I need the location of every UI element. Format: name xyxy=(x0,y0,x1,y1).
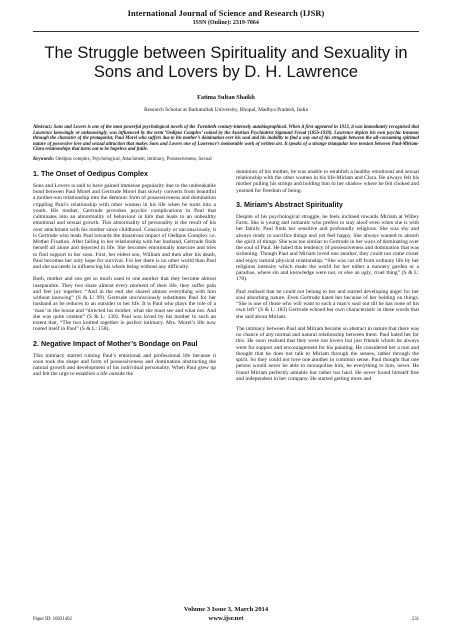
footer-page-number: 231 xyxy=(411,617,419,622)
header-rule xyxy=(33,31,419,32)
page-footer xyxy=(33,606,419,622)
footer-paper-id: Paper ID: 10031402 xyxy=(33,617,72,622)
journal-name: International Journal of Science and Research (IJSR) xyxy=(127,9,325,18)
section-2-continuation: dominion of his mother, he was unable to establish a healthy emotional and sexual relationship with the other women in his life-Miriam and Clara. He always felt his mother pulling his strings and holding him to her shadow where he felt choked and yearned for freedom of being. xyxy=(236,168,419,194)
section-2-heading: 2. Negative Impact of Mother’s Bondage on Paul xyxy=(33,338,198,348)
keywords xyxy=(33,157,419,162)
section-3-paragraph-2: Paul realised that he could not belong to her and started developing anger for her soul absorbing nature. Even Gertrude hated her because of her holding on things. “She is one of those who will want to suck a man’s soul out till he has none of his own left” (S & L: 183) Gertrude echoed her own characteristic in these words that she said about Miriam. xyxy=(236,288,419,320)
keywords-label: Keywords: xyxy=(33,156,55,162)
section-3-heading: 3. Miriam’s Abstract Spirituality xyxy=(236,199,343,209)
right-column xyxy=(236,169,419,387)
journal-header xyxy=(33,0,419,26)
left-column xyxy=(33,169,216,387)
section-1-paragraph-2: Both, mother and son get so much used to one another that they become almost inseparable. They two share almost every moment of their life, they suffer pain and feel joy together. “And in the end she shared almost everything with him without knowing” (S & L: 99). Gertrude unconsciously substitutes Paul for her husband as he reduces to an outsider in her life. It is Paul who plays the role of a ‘man’ in the house and “directed his mother, what she must see and what not. And she was quite content” (S & L: 139). Paul was loved by his mother to such an extent that, “The two knitted together in perfect intimacy. Mrs. Morel’s life now rooted itself in Paul” (S & L: 158). xyxy=(33,276,216,333)
section-3-paragraph-3: The intimacy between Paul and Miriam became so abstract in nature that there was no chance of any normal and natural relationship between them. Paul hated her for this. He soon realised that they were not lovers but just friends whom he always went for support and encouragement for his painting. He considered her a nun and thought that he does not talk to Miriam through the senses, rather through the spirit. So they could not love one another in common sense. Paul thought that one person would never be able to monopolise him, be everything to him, never. He found Miriam perfectly amiable but rather too hard. He never found himself free and independent in her company. He started getting more and xyxy=(236,325,419,382)
body-columns xyxy=(33,169,419,387)
author-affiliation: Research Scholar at Barkatullah University, Bhopal, Madhya Pradesh, India xyxy=(144,107,308,113)
author-name: Fatima Sultan Shaikh xyxy=(197,94,255,101)
abstract xyxy=(33,125,419,153)
section-1-paragraph-1: Sons and Lovers is said to have gained immense popularity due to the unbreakable bond between Paul Morel and Gertrude Morel that slowly converts from beautiful a mother-son relationship into the demonic form of possessiveness and domination crippling Paul’s relationship with other women in his life when he turns into a youth. His mother, Gertrude provokes psychic complications in Paul that culminates into an abnormality of behaviour in him that leads to an unhealthy emotional and sexual growth. This abnormality of personality is the result of his over attachment with his mother since childhood. Consciously or unconsciously, it is Gertrude who leads Paul towards the disastrous impact of Oedipus Complex i.e. Mother Fixation. After failing in her relationship with her husband, Gertrude finds herself all alone and dejected in life. She becomes emotionally insecure and tries to find support in her sons. First, her eldest son, William and then after his death, Paul becomes her only hope for survival. For her there is no other world than Paul and she succeeds in influencing his whole being without any difficulty. xyxy=(33,182,216,271)
abstract-label: Abstract: xyxy=(33,125,53,130)
section-2-paragraph-1: This intimacy started ruining Paul’s emotional and professional life because it soon took the shape and form of possessiveness and domination obstructing the natural growth and development of his individual personality. When Paul grew up and felt the urge to establish a life outside the xyxy=(33,352,216,378)
footer-website-link[interactable]: www.ijsr.net xyxy=(208,615,244,622)
footer-row xyxy=(33,615,419,622)
footer-volume: Volume 3 Issue 3, March 2014 xyxy=(183,606,269,613)
section-3-paragraph-1: Despite of his psychological struggle, he feels inclined towards Miriam at Willey Farm. She is young and romantic who prefers to stay aloof even when she is with her family. Paul finds her sensitive and profoundly religious. She was shy and always ready to sacrifice things and yet feel happy. She always wanted to absorb the spirit of things. She was too similar to Gertrude in her ways of dominating over the soul of Paul. He hated this tendency of possessiveness and domination that was sickening. Though Paul and Miriam loved one another, they could not come closer and enjoy natural physical relationship. “She was cut off from ordinary life by her religious intensity which made the world for her either a nunnery garden or a paradise, where sin and knowledge were not, or else an ugly, cruel thing” (S & L: 170). xyxy=(236,213,419,283)
section-1-heading: 1. The Onset of Oedipus Complex xyxy=(33,168,149,178)
abstract-text: Sons and Lovers is one of the most powerful psychological novels of the Twentieth century-intensely autobiographical. When it first appeared in 1913, it was immediately recognised that Lawrence knowingly or unknowingly, was influenced by the term ‘Oedipus Complex’ coined by the Austrian Psychiatrist Sigmund Freud (1856-1939). Lawrence depicts his own psychic traumas through the character of the protagonist, Paul Morel who suffers due to his mother’s domination over his soul and his inability to find a way out of his struggle between the all-consuming spiritual nature of possessive love and sexual attraction that makes Sons and Lovers one of Lawrence’s memorable work of written art. It speaks of a strange triangular love tension between Paul-Miriam-Clara relationships that turns out to be hopeless and futile. xyxy=(33,125,419,153)
keywords-text: Oedipus complex, Psychological, Attachment, Intimacy, Possessiveness, Sexual xyxy=(55,156,212,162)
paper-title: The Struggle between Spirituality and Sexuality in Sons and Lovers by D. H. Lawrence xyxy=(44,44,408,81)
journal-issn: ISSN (Online): 2319-7064 xyxy=(193,20,259,26)
